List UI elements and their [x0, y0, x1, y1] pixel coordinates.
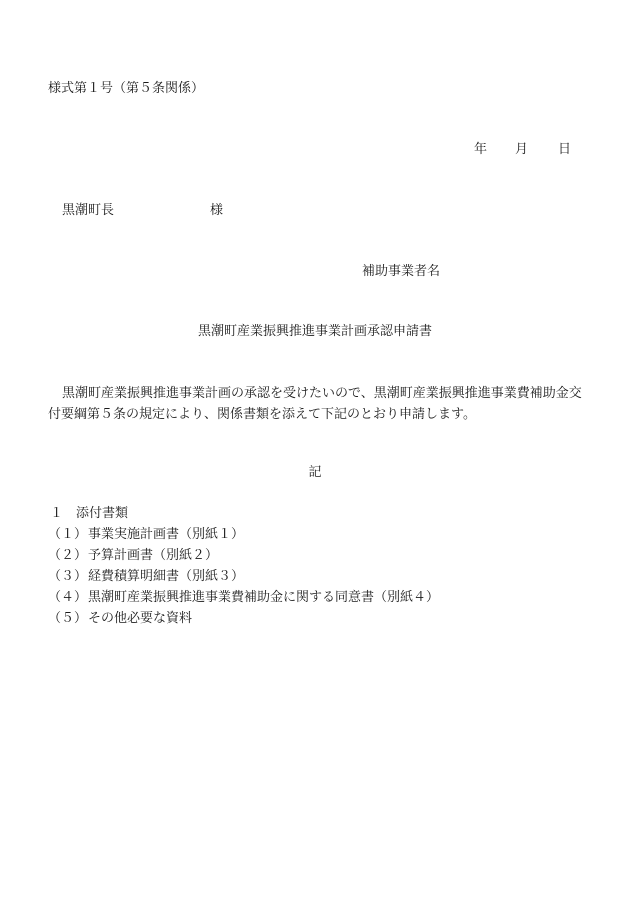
date-month-label: 月 — [515, 142, 529, 157]
list-item-index: （１） — [48, 527, 88, 542]
attachments-heading-label: 添付書類 — [76, 506, 129, 521]
date-day-label: 日 — [558, 142, 572, 157]
list-item-label: 経費積算明細書（別紙３） — [88, 569, 245, 584]
list-item — [48, 587, 439, 608]
applicant-name-label: 補助事業者名 — [362, 264, 441, 279]
addressee-name: 黒潮町長 — [62, 203, 115, 218]
list-item — [48, 524, 439, 545]
list-item-index: （５） — [48, 611, 88, 626]
ki-heading: 記 — [308, 465, 322, 480]
addressee — [62, 204, 223, 217]
form-number: 様式第１号（第５条関係） — [48, 81, 205, 96]
date-line — [474, 143, 571, 156]
document-title: 黒潮町産業振興推進事業計画承認申請書 — [197, 324, 432, 339]
attachments-list — [48, 503, 439, 629]
list-item-index: （３） — [48, 569, 88, 584]
body-text: 黒潮町産業振興推進事業計画の承認を受けたいので、黒潮町産業振興推進事業費補助金交付要綱第５条の規定により、関係書類を添えて下記のとおり申請します。 — [48, 386, 582, 422]
list-item — [48, 608, 439, 629]
list-item — [48, 566, 439, 587]
attachments-number: １ — [50, 506, 64, 521]
list-item-label: 予算計画書（別紙２） — [88, 548, 219, 563]
list-item-index: （２） — [48, 548, 88, 563]
list-item-label: 黒潮町産業振興推進事業費補助金に関する同意書（別紙４） — [88, 590, 440, 605]
list-item-label: 事業実施計画書（別紙１） — [88, 527, 245, 542]
list-item — [48, 545, 439, 566]
date-year-label: 年 — [474, 142, 488, 157]
list-item-index: （４） — [48, 590, 88, 605]
list-item-label: その他必要な資料 — [88, 611, 193, 626]
attachments-heading — [48, 503, 439, 524]
addressee-honorific: 様 — [210, 203, 224, 218]
